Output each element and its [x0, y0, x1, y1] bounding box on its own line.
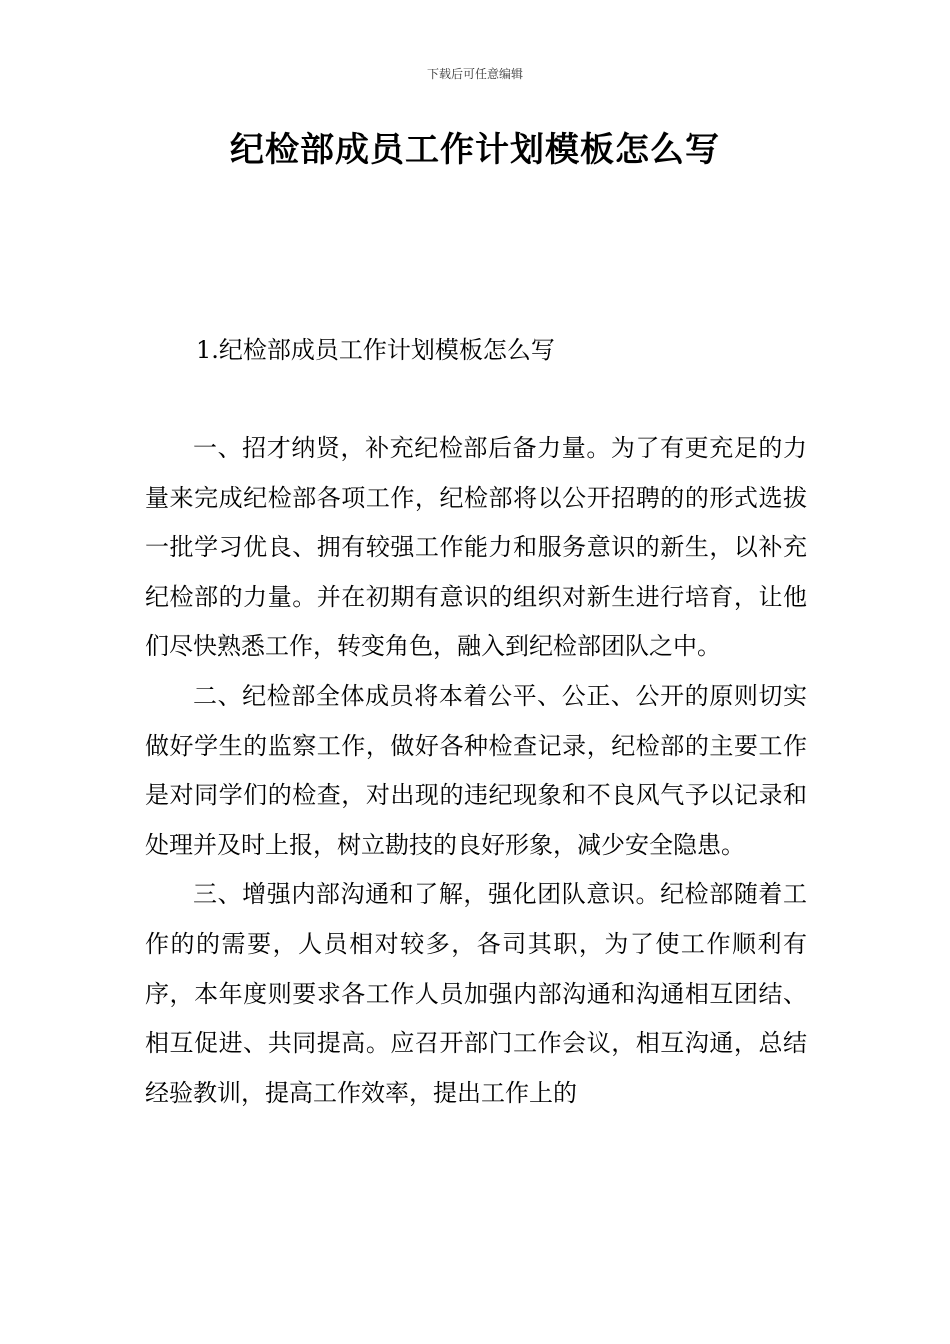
- paragraph-3: 三、增强内部沟通和了解，强化团队意识。纪检部随着工作的的需要，人员相对较多，各司其职，为了使工作顺利有序，本年度则要求各工作人员加强内部沟通和沟通相互团结、相互促进、共同提高。应召开部门工作会议，相互沟通，总结经验教训，提高工作效率，提出工作上的: [145, 880, 807, 1107]
- document-title: 纪检部成员工作计划模板怎么写: [230, 130, 720, 170]
- document-body: [145, 424, 807, 1118]
- header-note: 下载后可任意编辑: [426, 67, 523, 81]
- paragraph-2: 二、纪检部全体成员将本着公平、公正、公开的原则切实做好学生的监察工作，做好各种检查记录，纪检部的主要工作是对同学们的检查，对出现的违纪现象和不良风气予以记录和处理并及时上报，树立勘技的良好形象，减少安全隐患。: [145, 681, 807, 859]
- section-heading: 1.纪检部成员工作计划模板怎么写: [196, 336, 555, 364]
- paragraph-1: 一、招才纳贤，补充纪检部后备力量。为了有更充足的力量来完成纪检部各项工作，纪检部将以公开招聘的的形式选拔一批学习优良、拥有较强工作能力和服务意识的新生，以补充纪检部的力量。并在初期有意识的组织对新生进行培育，让他们尽快熟悉工作，转变角色，融入到纪检部团队之中。: [145, 434, 807, 661]
